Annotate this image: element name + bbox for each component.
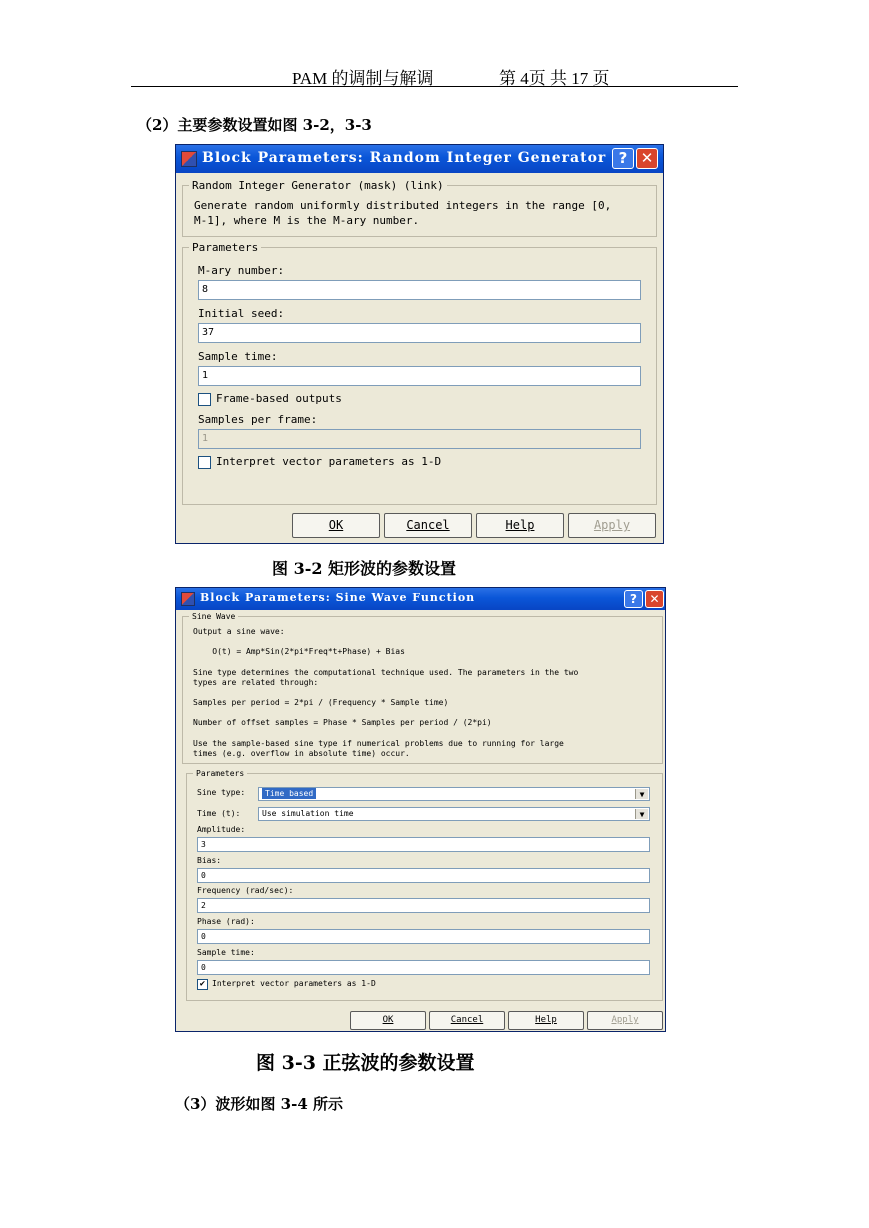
header-page-info: 第 4页 共 17 页 xyxy=(499,69,610,88)
sine-type-value: Time based xyxy=(262,788,316,799)
description-line: Sine type determines the computational technique used. The parameters in the two xyxy=(193,668,579,677)
section-3-heading: （3）波形如图 3-4 所示 xyxy=(175,1095,343,1113)
interpret-vector-checkbox[interactable] xyxy=(198,456,211,469)
simulink-block-icon xyxy=(181,592,195,606)
samples-per-frame-label: Samples per frame: xyxy=(198,413,318,426)
header-title: PAM 的调制与解调 xyxy=(292,69,434,88)
frequency-input[interactable]: 2 xyxy=(197,898,650,913)
sine-type-label: Sine type: xyxy=(197,788,246,797)
dialog-titlebar[interactable] xyxy=(176,145,663,173)
frame-based-checkbox[interactable] xyxy=(198,393,211,406)
frame-based-label: Frame-based outputs xyxy=(216,392,342,405)
interpret-vector-label: Interpret vector parameters as 1-D xyxy=(216,455,442,468)
mary-number-input[interactable]: 8 xyxy=(198,280,641,300)
ok-button[interactable]: OK xyxy=(292,513,380,538)
description-line: Output a sine wave: xyxy=(193,627,285,636)
description-line-2: M-1], where M is the M-ary number. xyxy=(194,214,420,227)
bias-label: Bias: xyxy=(197,856,222,865)
description-line: O(t) = Amp*Sin(2*pi*Freq*t+Phase) + Bias xyxy=(193,647,405,656)
samples-per-frame-input[interactable]: 1 xyxy=(198,429,641,449)
amplitude-label: Amplitude: xyxy=(197,825,246,834)
bias-input[interactable]: 0 xyxy=(197,868,650,883)
interpret-vector-checkbox[interactable]: ✔ xyxy=(197,979,208,990)
cancel-button[interactable]: Cancel xyxy=(429,1011,505,1030)
sine-wave-dialog xyxy=(175,587,666,1032)
initial-seed-label: Initial seed: xyxy=(198,307,285,320)
interpret-vector-label: Interpret vector parameters as 1-D xyxy=(212,979,376,988)
help-icon[interactable]: ? xyxy=(624,590,643,608)
dialog-title: Block Parameters: Sine Wave Function xyxy=(200,591,476,604)
description-line: Samples per period = 2*pi / (Frequency * Sample time) xyxy=(193,698,449,707)
figure-3-3-caption: 图 3-3 正弦波的参数设置 xyxy=(256,1052,475,1074)
cancel-button[interactable]: Cancel xyxy=(384,513,472,538)
apply-button[interactable]: Apply xyxy=(587,1011,663,1030)
section-2-heading: （2）主要参数设置如图 3-2，3-3 xyxy=(137,116,372,134)
time-value: Use simulation time xyxy=(262,809,354,818)
parameters-group-title: Parameters xyxy=(196,769,245,778)
chevron-down-icon[interactable]: ▼ xyxy=(635,789,648,799)
sample-time-input[interactable]: 1 xyxy=(198,366,641,386)
help-icon[interactable]: ? xyxy=(612,148,634,169)
description-line: Use the sample-based sine type if numerical problems due to running for large xyxy=(193,739,564,748)
figure-3-2-caption: 图 3-2 矩形波的参数设置 xyxy=(272,559,457,578)
header-rule xyxy=(131,86,738,87)
help-button[interactable]: Help xyxy=(476,513,564,538)
description-line-1: Generate random uniformly distributed integers in the range [0, xyxy=(194,199,612,212)
chevron-down-icon[interactable]: ▼ xyxy=(635,809,648,819)
random-integer-dialog xyxy=(175,144,664,544)
dialog-titlebar[interactable] xyxy=(176,588,665,610)
sample-time-label: Sample time: xyxy=(197,948,255,957)
time-select[interactable] xyxy=(258,807,650,821)
time-label: Time (t): xyxy=(197,809,241,818)
mask-group-title: Random Integer Generator (mask) (link) xyxy=(192,179,444,192)
phase-input[interactable]: 0 xyxy=(197,929,650,944)
mary-number-label: M-ary number: xyxy=(198,264,285,277)
amplitude-input[interactable]: 3 xyxy=(197,837,650,852)
sample-time-label: Sample time: xyxy=(198,350,278,363)
ok-button[interactable]: OK xyxy=(350,1011,426,1030)
help-button[interactable]: Help xyxy=(508,1011,584,1030)
apply-button[interactable]: Apply xyxy=(568,513,656,538)
description-line: times (e.g. overflow in absolute time) occur. xyxy=(193,749,410,758)
simulink-block-icon xyxy=(181,151,197,167)
dialog-title: Block Parameters: Random Integer Generator xyxy=(202,150,607,166)
close-icon[interactable]: ✕ xyxy=(636,148,658,169)
description-line: Number of offset samples = Phase * Samples per period / (2*pi) xyxy=(193,718,492,727)
sine-type-select[interactable] xyxy=(258,787,650,801)
phase-label: Phase (rad): xyxy=(197,917,255,926)
description-line: types are related through: xyxy=(193,678,319,687)
sine-wave-group-title: Sine Wave xyxy=(192,612,236,621)
frequency-label: Frequency (rad/sec): xyxy=(197,886,294,895)
close-icon[interactable]: ✕ xyxy=(645,590,664,608)
parameters-group-title: Parameters xyxy=(192,241,259,254)
initial-seed-input[interactable]: 37 xyxy=(198,323,641,343)
sample-time-input[interactable]: 0 xyxy=(197,960,650,975)
